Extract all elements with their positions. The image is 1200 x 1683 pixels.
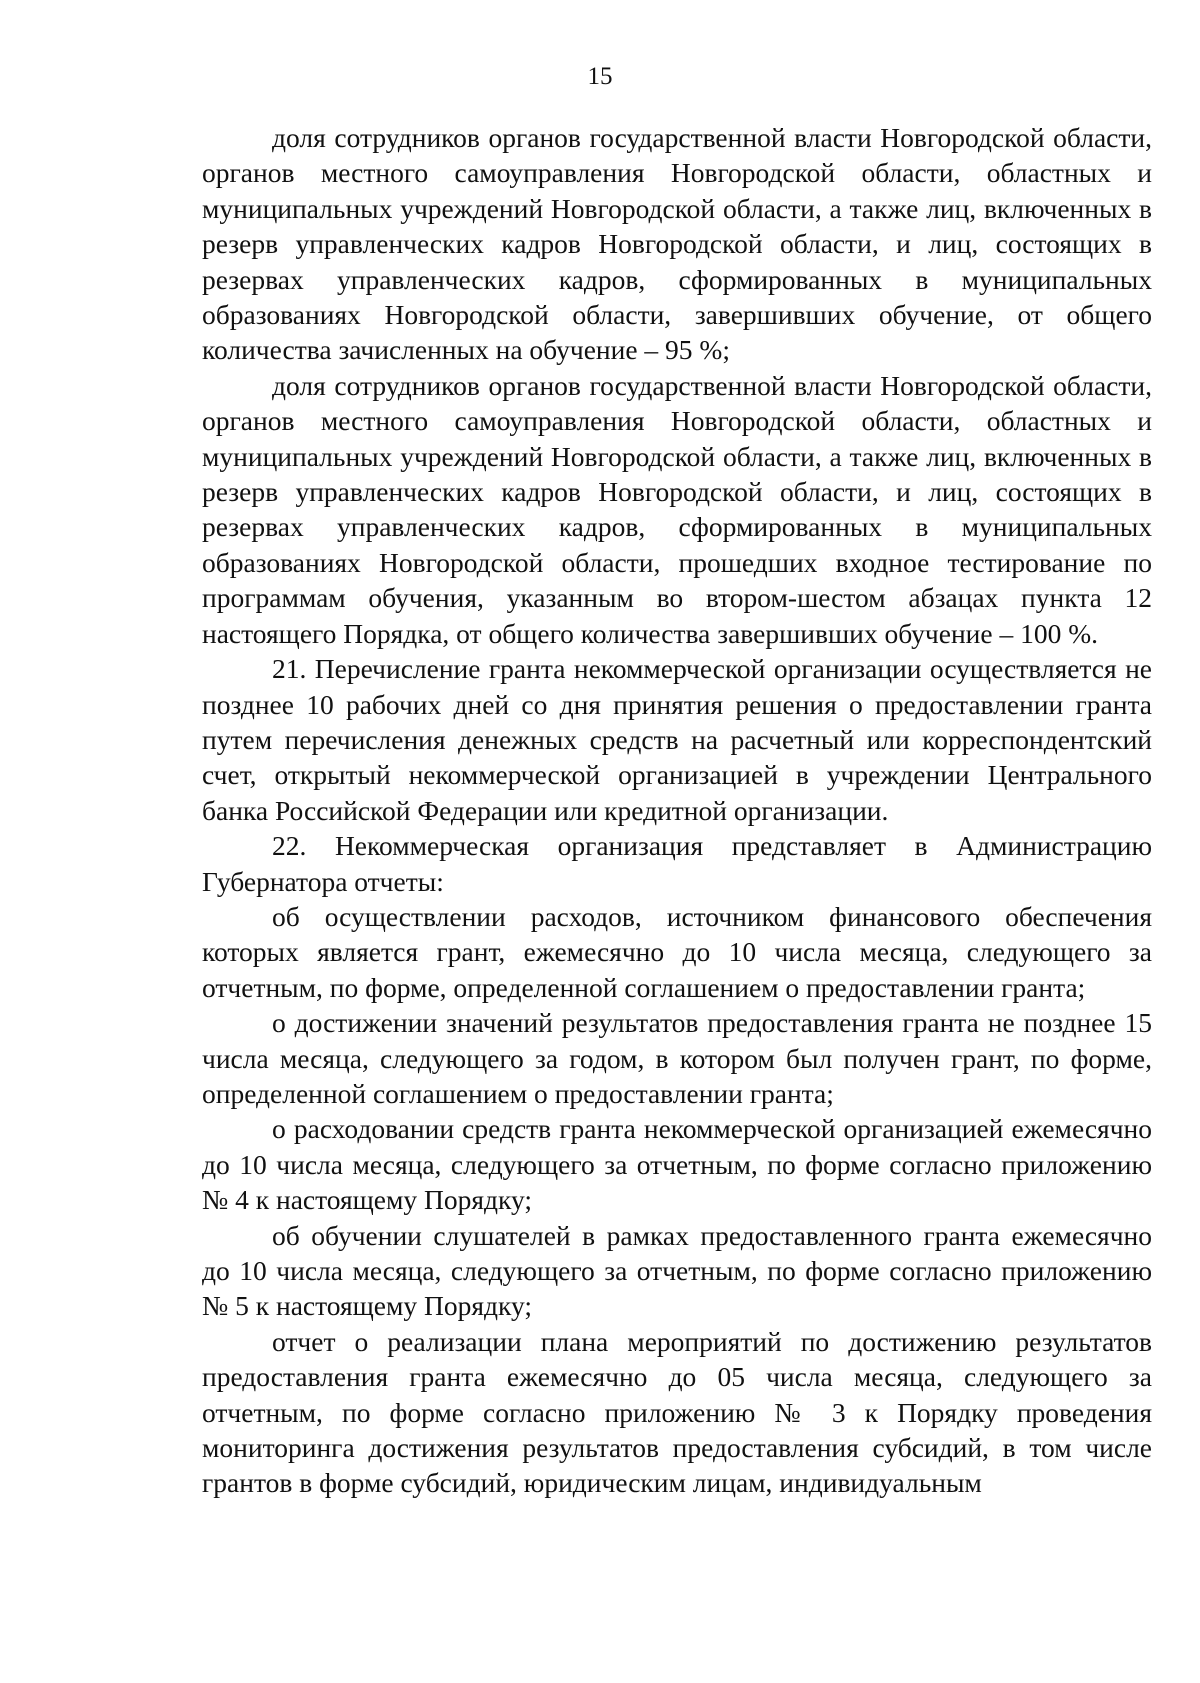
paragraph-report-expenses: об осуществлении расходов, источником финансового обеспечения которых является грант, ежемесячно до 10 числа месяца, следующего за отчетным, по форме, определенной соглашением о предоставлении гранта; bbox=[202, 900, 1152, 1003]
paragraph-report-training: об обучении слушателей в рамках предоставленного гранта ежемесячно до 10 числа месяца, следующего за отчетным, по форме согласно приложению № 5 к настоящему Порядку; bbox=[202, 1219, 1152, 1322]
paragraph-report-spending: о расходовании средств гранта некоммерческой организацией ежемесячно до 10 числа месяца, следующего за отчетным, по форме согласно приложению № 4 к настоящему Порядку; bbox=[202, 1113, 1152, 1216]
page-number: 15 bbox=[587, 63, 613, 90]
paragraph-employee-share-tested: доля сотрудников органов государственной власти Новгородской области, органов местного самоуправления Новгородской области, областных и муниципальных учреждений Новгородской области, а также лиц, включенных в резерв управленческих кадров Новгородской области, и лиц, состоящих в резервах управленческих кадров, сформированных в муниципальных образованиях Новгородской области, прошедших входное тестирование по программам обучения, указанным во втором-шестом абзацах пункта 12 настоящего Порядка, от общего количества завершивших обучение – 100 %. bbox=[202, 369, 1152, 649]
document-body bbox=[202, 120, 1152, 1501]
paragraph-report-action-plan: отчет о реализации плана мероприятий по достижению результатов предоставления гранта ежемесячно до 05 числа месяца, следующего за отчетным, по форме согласно приложению № 3 к Порядку проведения мониторинга достижения результатов предоставления субсидий, в том числе грантов в форме субсидий, юридическим лицам, индивидуальным bbox=[202, 1325, 1152, 1499]
paragraph-clause-22: 22. Некоммерческая организация представляет в Администрацию Губернатора отчеты: bbox=[202, 830, 1152, 897]
paragraph-report-results: о достижении значений результатов предоставления гранта не позднее 15 числа месяца, следующего за годом, в котором был получен грант, по форме, определенной соглашением о предоставлении гранта; bbox=[202, 1007, 1152, 1109]
paragraph-employee-share-completed: доля сотрудников органов государственной власти Новгородской области, органов местного самоуправления Новгородской области, областных и муниципальных учреждений Новгородской области, а также лиц, включенных в резерв управленческих кадров Новгородской области, и лиц, состоящих в резервах управленческих кадров, сформированных в муниципальных образованиях Новгородской области, завершивших обучение, от общего количества зачисленных на обучение – 95 %; bbox=[202, 122, 1152, 366]
paragraph-clause-21: 21. Перечисление гранта некоммерческой организации осуществляется не позднее 10 рабочих дней со дня принятия решения о предоставлении гранта путем перечисления денежных средств на расчетный или корреспондентский счет, открытый некоммерческой организацией в учреждении Центрального банка Российской Федерации или кредитной организации. bbox=[202, 653, 1152, 826]
